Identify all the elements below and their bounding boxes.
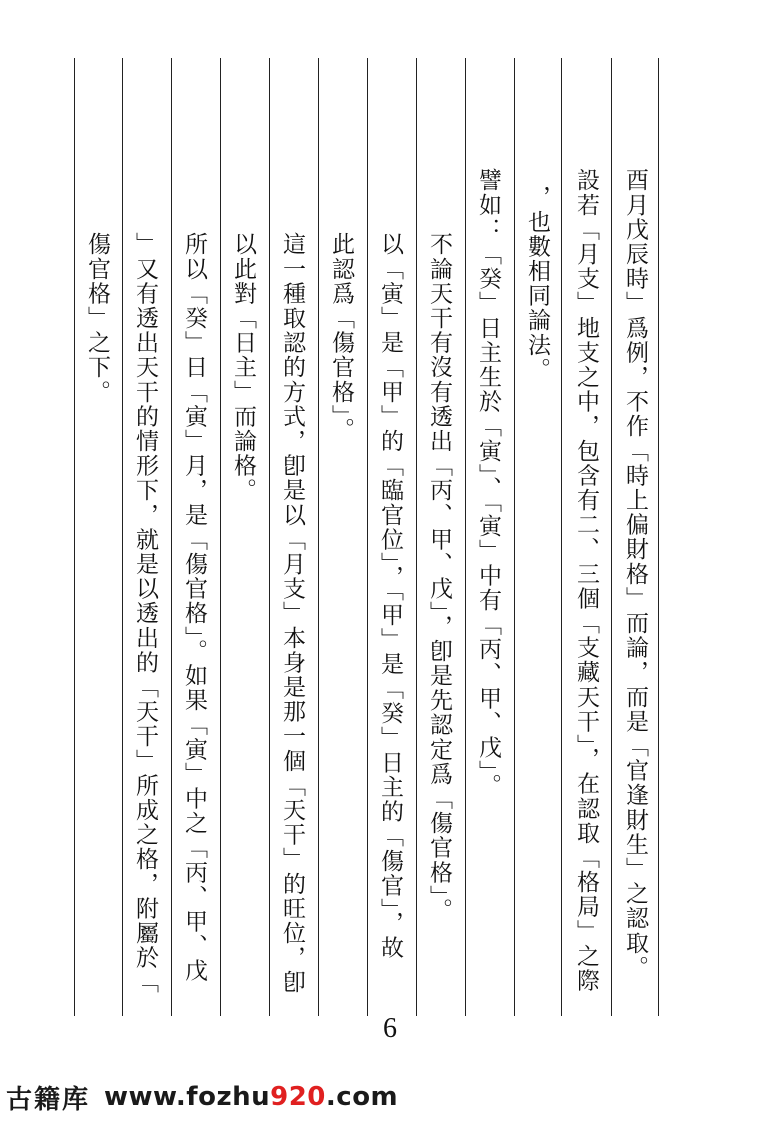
page-number: 6	[383, 1013, 397, 1044]
column-rule	[220, 58, 221, 1016]
column-rule	[561, 58, 562, 1016]
watermark-url-number: 920	[270, 1082, 326, 1112]
text-column-2: 設若「月支」地支之中，包含有二、三個「支藏天干」，在認取「格局」之際	[573, 168, 599, 993]
text-column-12: 傷官格」之下。	[84, 232, 110, 405]
watermark-url-suffix: .com	[325, 1082, 399, 1112]
column-rule	[171, 58, 172, 1016]
watermark-url-prefix: www.fozhu	[104, 1082, 271, 1112]
column-rule	[367, 58, 368, 1016]
column-rule	[514, 58, 515, 1016]
column-rule	[465, 58, 466, 1016]
column-rule	[269, 58, 270, 1016]
column-rule	[318, 58, 319, 1016]
text-column-11: 」又有透出天干的情形下，就是以透出的「天干」所成之格，附屬於「	[132, 232, 158, 995]
text-column-10: 所以「癸」日「寅」月，是「傷官格」。如果「寅」中之「丙、甲、戊	[181, 232, 207, 984]
text-column-1: 酉月戊辰時」爲例，不作「時上偏財格」而論，而是「官逢財生」之認取。	[622, 168, 648, 980]
column-rule	[658, 58, 659, 1016]
watermark-url	[104, 1082, 398, 1112]
watermark-site-name: 古籍库	[6, 1084, 91, 1115]
text-column-6: 以「寅」是「甲」的「臨官位」，「甲」是「癸」日主的「傷官」，故	[377, 232, 403, 961]
text-column-4: 譬如：「癸」日主生於「寅」、「寅」中有「丙、甲、戊」。	[475, 168, 501, 798]
column-rule	[416, 58, 417, 1016]
text-column-5: 不論天干有沒有透出「丙、甲、戊」，卽是先認定爲「傷官格」。	[426, 232, 452, 923]
column-rule	[122, 58, 123, 1016]
text-column-9: 以此對「日主」而論格。	[230, 232, 256, 503]
text-column-8: 這一種取認的方式，卽是以「月支」本身是那一個「天干」的旺位，卽	[279, 232, 305, 995]
column-rule	[611, 58, 612, 1016]
watermark	[6, 1076, 406, 1118]
text-column-7: 此認爲「傷官格」。	[328, 232, 354, 442]
text-column-3: ，也數相同論法。	[524, 185, 550, 382]
column-rule	[74, 58, 75, 1016]
